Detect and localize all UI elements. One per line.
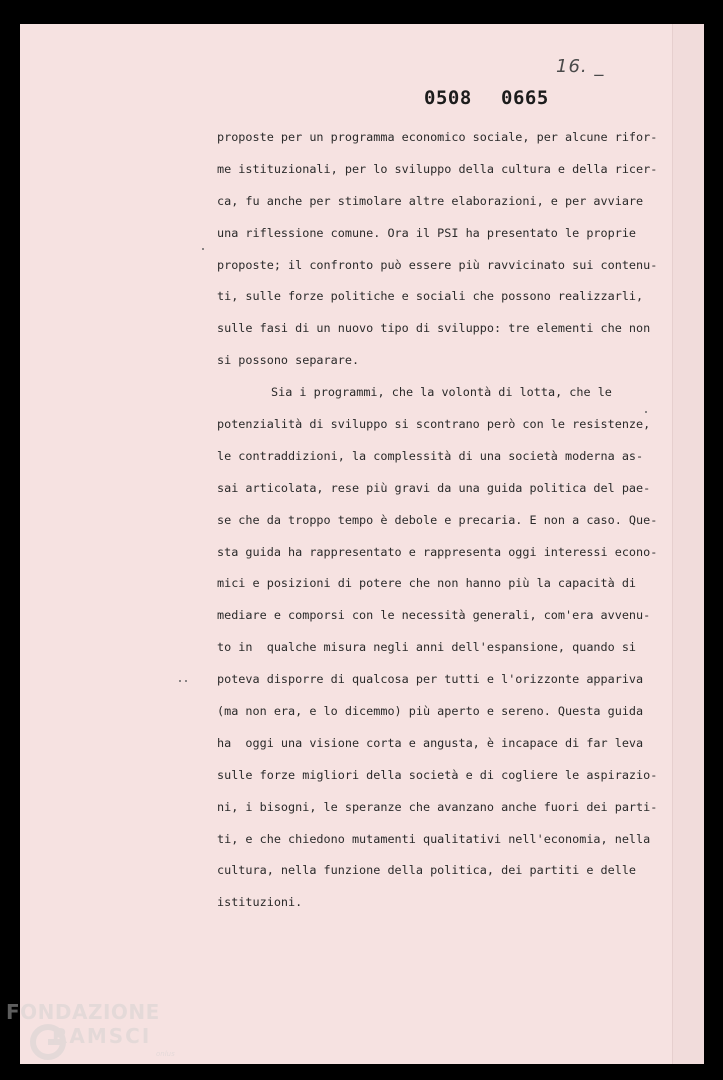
paper-speck: [645, 411, 647, 413]
text-line: le contraddizioni, la complessità di una società moderna as-: [217, 448, 644, 463]
text-line: proposte per un programma economico sociale, per alcune rifor-: [217, 130, 658, 144]
watermark-sub: onlus: [156, 1050, 175, 1058]
typewritten-body: [217, 128, 657, 925]
paper-speck: [185, 680, 187, 682]
text-line: sulle forze migliori della società e di cogliere le aspirazio-: [217, 767, 658, 782]
text-line: sta guida ha rappresentato e rappresenta oggi interessi econo-: [217, 544, 658, 559]
text-line: cultura, nella funzione della politica, dei partiti e delle: [217, 863, 637, 878]
text-line: ti, e che chiedono mutamenti qualitativi nell'economia, nella: [217, 831, 651, 846]
text-line: poteva disporre di qualcosa per tutti e l'orizzonte appariva: [217, 672, 644, 687]
text-line: istituzioni.: [217, 895, 303, 910]
handwritten-page-number: 16. _: [556, 56, 605, 77]
text-line: ha oggi una visione corta e angusta, è incapace di far leva: [217, 735, 644, 750]
text-line: ca, fu anche per stimolare altre elaborazioni, e per avviare: [217, 193, 644, 208]
watermark-line2: RAMSCI: [52, 1024, 152, 1048]
text-line: si possono separare.: [217, 353, 360, 368]
watermark-line1: FONDAZIONE: [6, 1000, 160, 1024]
text-line: sai articolata, rese più gravi da una guida politica del pae-: [217, 480, 651, 495]
text-line: potenzialità di sviluppo si scontrano però con le resistenze,: [217, 417, 651, 432]
paper-speck: [179, 680, 181, 682]
page-edge: [672, 24, 704, 1064]
archive-stamp-right: 0665: [501, 87, 549, 109]
text-line: me istituzionali, per lo sviluppo della cultura e della ricer-: [217, 161, 658, 176]
text-line: ni, i bisogni, le speranze che avanzano anche fuori dei parti-: [217, 799, 658, 814]
archive-stamp-left: 0508: [424, 87, 472, 109]
text-line: una riflessione comune. Ora il PSI ha presentato le proprie: [217, 225, 637, 240]
fondazione-gramsci-watermark: [6, 1000, 186, 1072]
text-line: (ma non era, e lo dicemmo) più aperto e sereno. Questa guida: [217, 704, 644, 719]
text-line: to in qualche misura negli anni dell'espansione, quando si: [217, 640, 637, 655]
text-line: se che da troppo tempo è debole e precaria. E non a caso. Que-: [217, 512, 658, 527]
paper-speck: [202, 248, 204, 250]
text-line: sulle fasi di un nuovo tipo di sviluppo: tre elementi che non: [217, 321, 651, 336]
text-line: mici e posizioni di potere che non hanno più la capacità di: [217, 576, 637, 591]
text-line: mediare e comporsi con le necessità generali, com'era avvenu-: [217, 608, 651, 623]
text-line-paragraph-start: Sia i programmi, che la volontà di lotta, che le: [271, 385, 612, 400]
text-line: ti, sulle forze politiche e sociali che possono realizzarli,: [217, 289, 644, 304]
text-line: proposte; il confronto può essere più ravvicinato sui contenu-: [217, 257, 658, 272]
